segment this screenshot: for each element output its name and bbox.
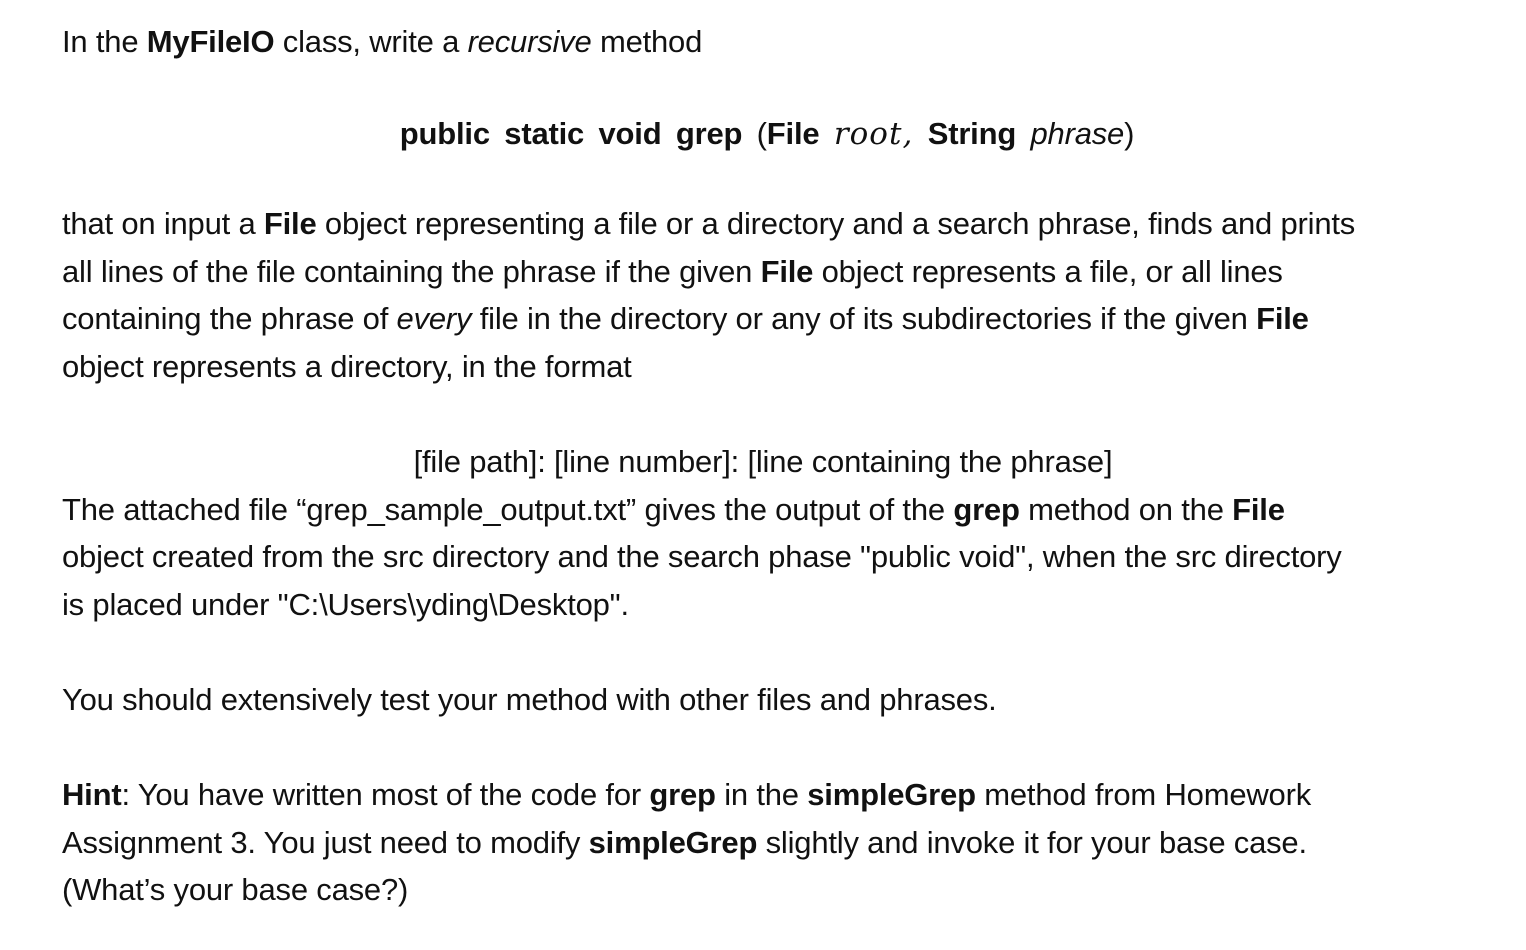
keyword-void: void [598, 116, 662, 151]
close-paren: ) [1124, 116, 1135, 151]
description-line-2 [62, 252, 1283, 292]
file-keyword: File [760, 254, 814, 289]
text: file in the directory or any of its subdirectories if the given [471, 301, 1257, 336]
file-keyword: File [1232, 492, 1285, 527]
description-line-1 [62, 204, 1355, 244]
text: object represents a file, or all lines [813, 254, 1283, 289]
class-name: MyFileIO [146, 24, 275, 59]
param-phrase: phrase [1030, 116, 1125, 151]
text: containing the phrase of [62, 301, 397, 336]
text: slightly and invoke it for your base case. [757, 825, 1307, 860]
comma: , [902, 116, 914, 152]
hint-line-3: (What’s your base case?) [62, 872, 409, 907]
recursive-word: recursive [467, 24, 592, 59]
description-line-4: object represents a directory, in the format [62, 349, 632, 384]
intro-text: method [591, 24, 703, 59]
param-type-file: File [766, 116, 820, 151]
text: all lines of the file containing the phrase if the given [62, 254, 761, 289]
hint-label: Hint [62, 777, 122, 812]
hint-line-1 [62, 775, 1311, 815]
every-word: every [396, 301, 472, 336]
text: The attached file “grep_sample_output.txt” gives the output of the [62, 492, 954, 527]
simplegrep-keyword: simpleGrep [807, 777, 976, 812]
keyword-static: static [504, 116, 585, 151]
keyword-public: public [399, 116, 490, 151]
attached-line-3: is placed under "C:\Users\yding\Desktop". [62, 587, 629, 622]
text: : You have written most of the code for [121, 777, 650, 812]
output-format-line: [file path]: [line number]: [line containing the phrase] [413, 444, 1113, 479]
intro-line [62, 22, 702, 62]
param-root: root [833, 116, 903, 152]
text: method on the [1019, 492, 1233, 527]
attached-line-1 [62, 490, 1285, 530]
file-keyword: File [1256, 301, 1309, 336]
method-name: grep [675, 116, 743, 151]
method-signature [4, 114, 1526, 154]
text: method from Homework [975, 777, 1312, 812]
attached-line-2: object created from the src directory and the search phase "public void", when the src directory [62, 539, 1342, 574]
test-line: You should extensively test your method with other files and phrases. [62, 682, 997, 717]
text: in the [715, 777, 808, 812]
param-type-string: String [927, 116, 1017, 151]
intro-text: class, write a [274, 24, 468, 59]
file-keyword: File [263, 206, 317, 241]
hint-line-2 [62, 823, 1307, 863]
simplegrep-keyword: simpleGrep [588, 825, 758, 860]
grep-keyword: grep [953, 492, 1020, 527]
text: Assignment 3. You just need to modify [62, 825, 589, 860]
text: object representing a file or a directory and a search phrase, finds and prints [316, 206, 1356, 241]
open-paren: ( [742, 116, 767, 151]
text: that on input a [62, 206, 264, 241]
description-line-3 [62, 299, 1309, 339]
intro-text: In the [62, 24, 147, 59]
grep-keyword: grep [649, 777, 716, 812]
